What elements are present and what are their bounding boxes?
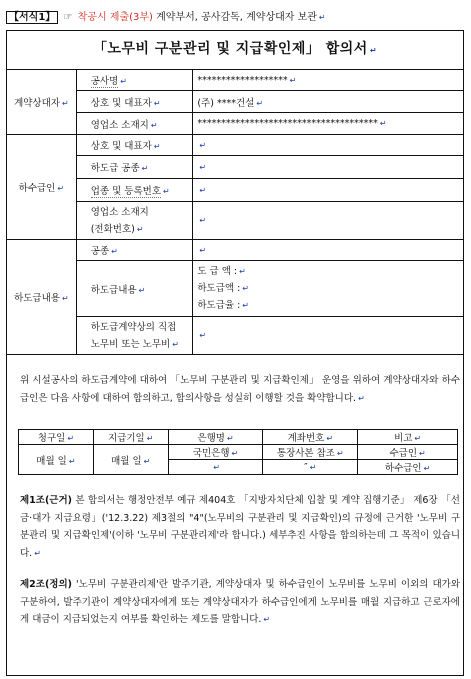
pay-day-cell[interactable]: 매월 일 ↵ (93, 445, 168, 475)
bank-cell[interactable]: ↵ (168, 460, 263, 475)
row-value[interactable]: ******************* ↵ (193, 70, 464, 91)
row-label: 하도급내용 ↵ (76, 261, 193, 317)
column-header: 지급기일 ↵ (93, 430, 168, 445)
page-title: 「노무비 구분관리 및 지급확인제」 합의서 ↵ (92, 41, 378, 57)
table-header-row (19, 430, 458, 445)
row-value[interactable]: ↵ (193, 240, 464, 261)
note-cell: 수급인 ↵ (358, 445, 458, 460)
row-value[interactable]: ************************************** ↵ (193, 113, 464, 135)
article-body: 본 합의서는 행정안전부 예규 제404호 「지방자치단체 입찰 및 계약 집행기준」 제6장 「선금·대가 지급요령」('12.3.22) 제3절의 "4"(노무비의 구분관리 및 지급확인)의 규정에 근거한 '노무비 구분관리 및 지급확인제'(이하 '노무비 구분관리제'라 합니다.) 세부추진 사항을 합의하는데 그 목적이 있습니다. (20, 495, 460, 559)
claim-day-cell[interactable]: 매월 일 ↵ (19, 445, 94, 475)
table-row (7, 240, 464, 261)
article-heading: 제2조(정의) (20, 579, 73, 590)
form-header: 【서식1】 ☞ 착공시 제출(3부) 계약부서, 공사감독, 계약상대자 보관 ↵ (6, 8, 466, 24)
row-value[interactable]: ↵ (193, 179, 464, 202)
row-value[interactable]: ↵ (193, 202, 464, 240)
table-row (7, 135, 464, 156)
custody-note: 계약부서, 공사감독, 계약상대자 보관 (156, 12, 317, 23)
row-label: 공종 ↵ (76, 240, 193, 261)
column-header: 은행명 ↵ (168, 430, 263, 445)
row-label: 업종 및 등록번호 ↵ (76, 179, 193, 202)
article-1: 제1조(근거) 본 합의서는 행정안전부 예규 제404호 「지방자치단체 입찰 및 계약 집행기준」 제6장 「선금·대가 지급요령」('12.3.22) 제3절의 "4"(노무비의 구분관리 및 지급확인)의 규정에 근거한 '노무비 구분관리 및 지급확인제'(이하 '노무비 구분관리제'라 합니다.) 세부추진 사항을 합의하는데 그 목적이 있습니다. ↵ (20, 495, 460, 559)
table-row (19, 445, 458, 460)
note-cell: 하수급인 ↵ (358, 460, 458, 475)
article-2: 제2조(정의) '노무비 구분관리제'란 발주기관, 계약상대자 및 하수급인이 노무비를 노무비 이외의 대가와 구분하여, 발주기관이 계약상대자에게 또는 계약상대자가 하수급인에게 노무비를 매월 지급하고 근로자에게 대금이 지급되었는지 여부를 확인하는 제도를 말합니다. ↵ (20, 579, 460, 625)
column-header: 계좌번호 ↵ (263, 430, 358, 445)
contractor-group-label: 계약상대자 ↵ (7, 70, 77, 135)
intro-paragraph: 위 시설공사의 하도급계약에 대하여 「노무비 구분관리 및 지급확인제」 운영을 위하여 계약상대자와 하수급인은 다음 사항에 대하여 합의하고, 합의사항을 성실히 이행할 것을 확약합니다. ↵ (20, 375, 460, 404)
row-label: 상호 및 대표자 ↵ (76, 91, 193, 113)
row-label: 영업소 소재지 ↵ (76, 113, 193, 135)
row-value[interactable]: ↵ (193, 156, 464, 179)
row-label: 공사명 ↵ (76, 70, 193, 91)
payment-table (18, 429, 458, 475)
row-value[interactable]: ↵ (193, 317, 464, 355)
account-cell[interactable]: ″ ↵ (263, 460, 358, 475)
row-label: 하도급계약상의 직접 노무비 또는 노무비 ↵ (76, 317, 193, 355)
subcontract-group-label: 하도급내용 ↵ (7, 240, 77, 355)
subcontractor-group-label: 하수급인 ↵ (7, 135, 77, 240)
table-row (7, 70, 464, 91)
form-tag: 【서식1】 (6, 11, 58, 24)
row-label: 상호 및 대표자 ↵ (76, 135, 193, 156)
row-label: 영업소 소재지 (전화번호) ↵ (76, 202, 193, 240)
column-header: 청구일 ↵ (19, 430, 94, 445)
article-body: '노무비 구분관리제'란 발주기관, 계약상대자 및 하수급인이 노무비를 노무비 이외의 대가와 구분하여, 발주기관이 계약상대자에게 또는 계약상대자가 하수급인에게 노무비를 매월 지급하고 근로자에게 대금이 지급되었는지 여부를 확인하는 제도를 말합니다. (20, 579, 460, 625)
account-cell[interactable]: 통장사본 참조 ↵ (263, 445, 358, 460)
bank-cell[interactable]: 국민은행 ↵ (168, 445, 263, 460)
submission-note: 착공시 제출(3부) (77, 12, 153, 23)
row-value[interactable]: ↵ (193, 135, 464, 156)
pointing-hand-icon: ☞ (63, 12, 73, 23)
row-value[interactable]: (주) ****건설 ↵ (193, 91, 464, 113)
column-header: 비고 ↵ (358, 430, 458, 445)
info-table (6, 69, 464, 355)
row-label: 하도급 공종 ↵ (76, 156, 193, 179)
article-heading: 제1조(근거) (20, 495, 73, 506)
amount-lines[interactable]: 도 급 액 : ↵ 하도급액 : ↵ 하도급율 : ↵ (193, 261, 464, 317)
